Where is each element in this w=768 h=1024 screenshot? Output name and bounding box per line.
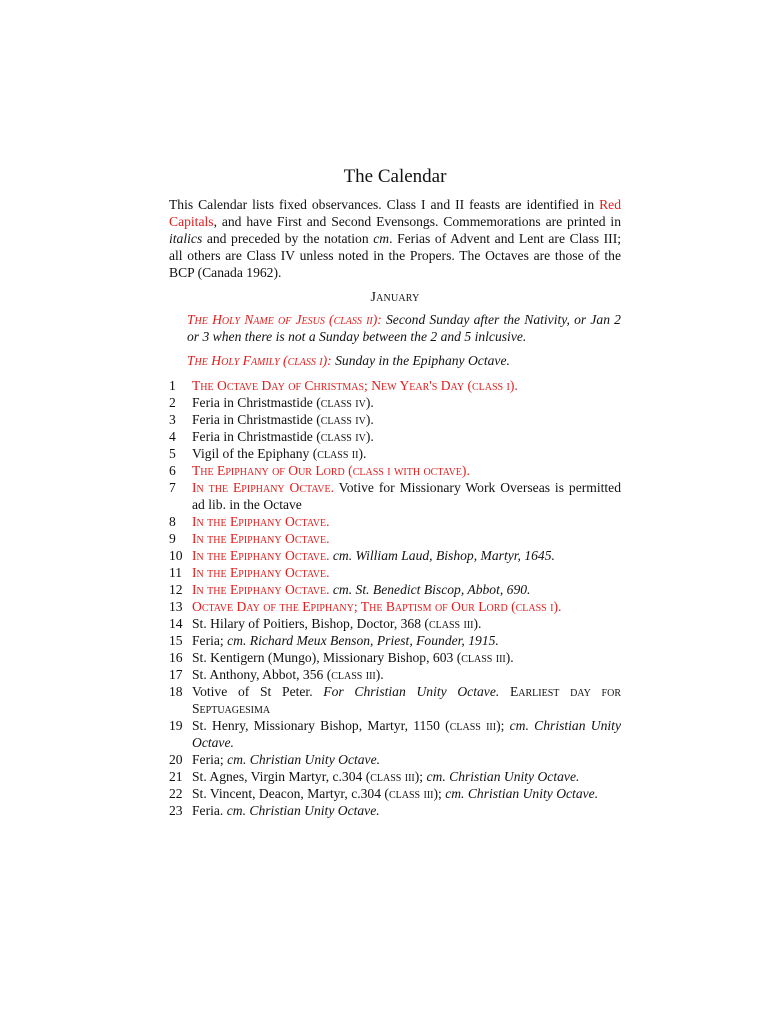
entry-plain: St. Vincent, Deacon, Martyr, c.304 (: [192, 786, 389, 801]
entry-plain: St. Anthony, Abbot, 356 (: [192, 667, 332, 682]
entry-text: [192, 530, 621, 547]
entry-day: 5: [169, 446, 176, 461]
entry-red-feast: In the Epiphany Octave.: [192, 531, 330, 546]
calendar-entry: [169, 649, 621, 666]
entry-plain: Feria in Christmastide (: [192, 429, 321, 444]
entry-commemoration: cm. Christian Unity Octave.: [423, 769, 580, 784]
entry-day: 22: [169, 786, 183, 801]
entry-day: 14: [169, 616, 183, 631]
page-title: The Calendar: [343, 166, 447, 187]
entry-day: 19: [169, 718, 183, 733]
entry-class: class iii: [388, 786, 434, 801]
entry-day: 20: [169, 752, 183, 767]
entry-day: 21: [169, 769, 183, 784]
entry-red-feast: In the Epiphany Octave.: [192, 548, 330, 563]
calendar-page: [169, 165, 621, 819]
calendar-entries: [169, 377, 621, 819]
entry-plain: Feria.: [192, 803, 224, 818]
calendar-entry: [169, 564, 621, 581]
entry-class: class iii: [449, 718, 497, 733]
entry-day: 7: [169, 480, 176, 495]
entry-plain-close: ).: [505, 650, 514, 665]
entry-plain: St. Kentigern (Mungo), Missionary Bishop, 603 (: [192, 650, 462, 665]
intro-text-3: and preceded by the notation: [202, 231, 374, 246]
entry-plain: Feria;: [192, 752, 224, 767]
intro-cm: cm: [373, 231, 390, 246]
calendar-entry: [169, 632, 621, 649]
feast-description: Second Sunday after the Nativity, or Jan 2 or 3 when there is not a Sunday between the 2 and 5 inlcusive.: [187, 312, 621, 344]
entry-plain: Feria in Christmastide (: [192, 395, 321, 410]
entry-plain-close: ).: [365, 429, 374, 444]
entry-commemoration: cm. St. Benedict Biscop, Abbot, 690.: [329, 582, 531, 597]
moveable-feast: [187, 311, 621, 345]
intro-text-4: . Ferias of Advent and Lent are Class III; all others are Class IV unless noted in the Propers. The Octaves are those of the BCP (Canada 1962).: [169, 231, 621, 280]
entry-text: [192, 717, 621, 751]
feast-description: Sunday in the Epiphany Octave.: [331, 353, 510, 368]
entry-commemoration: cm. Richard Meux Benson, Priest, Founder, 1915.: [223, 633, 499, 648]
calendar-entry: [169, 445, 621, 462]
entry-commemoration: cm. Christian Unity Octave.: [223, 803, 380, 818]
calendar-entry: [169, 462, 621, 479]
entry-text: [192, 394, 621, 411]
entry-day: 23: [169, 803, 183, 818]
entry-class: class iv: [320, 395, 366, 410]
intro-paragraph: [169, 196, 621, 281]
entry-text: [192, 802, 621, 819]
calendar-entry: [169, 411, 621, 428]
entry-plain: Feria;: [192, 633, 224, 648]
entry-red-feast: Octave Day of the Epiphany; The Baptism of Our Lord (class i).: [192, 599, 562, 614]
entry-class: class iv: [320, 412, 366, 427]
calendar-entry: [169, 428, 621, 445]
feast-name: The Holy Family (class i):: [187, 353, 332, 368]
entry-plain-close: );: [414, 769, 424, 784]
entry-day: 18: [169, 684, 183, 699]
entry-day: 9: [169, 531, 176, 546]
feast-name: The Holy Name of Jesus (class ii):: [187, 312, 382, 327]
entry-plain-close: ).: [358, 446, 367, 461]
calendar-entry: [169, 513, 621, 530]
intro-italics: italics: [169, 231, 203, 246]
entry-day: 4: [169, 429, 176, 444]
entry-day: 16: [169, 650, 183, 665]
entry-day: 8: [169, 514, 176, 529]
entry-day: 11: [169, 565, 183, 580]
entry-text: [192, 649, 621, 666]
moveable-feast: [187, 352, 621, 369]
entry-commemoration: cm. William Laud, Bishop, Martyr, 1645.: [329, 548, 555, 563]
entry-plain-close: );: [496, 718, 505, 733]
entry-text: [192, 581, 621, 598]
calendar-entry: [169, 717, 621, 751]
entry-text: [192, 768, 621, 785]
entry-plain: Feria in Christmastide (: [192, 412, 321, 427]
calendar-entry: [169, 785, 621, 802]
calendar-entry: [169, 581, 621, 598]
entry-plain: St. Henry, Missionary Bishop, Martyr, 1150 (: [192, 718, 450, 733]
calendar-entry: [169, 666, 621, 683]
entry-commemoration: cm. Christian Unity Octave.: [192, 718, 621, 750]
entry-text: [192, 615, 621, 632]
entry-day: 1: [169, 378, 176, 393]
entry-class: class ii: [317, 446, 359, 461]
entry-plain: Vigil of the Epiphany (: [192, 446, 318, 461]
entry-day: 17: [169, 667, 183, 682]
entry-text: [192, 513, 621, 530]
intro-red-capitals: Red Capitals: [169, 197, 621, 229]
entry-text: [192, 411, 621, 428]
calendar-entry: [169, 683, 621, 717]
entry-text: [192, 428, 621, 445]
calendar-entry: [169, 530, 621, 547]
entry-text: [192, 666, 621, 683]
calendar-entry: [169, 751, 621, 768]
entry-day: 10: [169, 548, 183, 563]
calendar-entry: [169, 479, 621, 513]
entry-text: [192, 462, 621, 479]
calendar-entry: [169, 377, 621, 394]
entry-commemoration: cm. Christian Unity Octave.: [441, 786, 599, 801]
entry-red-feast: In the Epiphany Octave.: [192, 514, 330, 529]
calendar-entry: [169, 547, 621, 564]
entry-class: class iii: [428, 616, 474, 631]
entry-day: 3: [169, 412, 176, 427]
entry-text: [192, 683, 621, 717]
calendar-entry: [169, 598, 621, 615]
entry-text: [192, 632, 621, 649]
calendar-entry: [169, 802, 621, 819]
calendar-entry: [169, 615, 621, 632]
entry-red-feast: In the Epiphany Octave.: [192, 480, 335, 495]
entry-red-feast: In the Epiphany Octave.: [192, 582, 330, 597]
entry-plain: Votive of St Peter.: [192, 684, 313, 699]
entry-class: class iv: [320, 429, 366, 444]
entry-plain-close: ).: [473, 616, 482, 631]
entry-class: class iii: [461, 650, 506, 665]
entry-text: [192, 564, 621, 581]
entry-text: [192, 445, 621, 462]
entry-red-feast: The Epiphany of Our Lord (class i with octave).: [192, 463, 470, 478]
intro-text-2: , and have First and Second Evensongs. Commemorations are printed in: [213, 214, 621, 229]
entry-commemoration: For Christian Unity Octave.: [312, 684, 500, 699]
entry-text: [192, 785, 621, 802]
entry-red-feast: In the Epiphany Octave.: [192, 565, 330, 580]
entry-plain: St. Hilary of Poitiers, Bishop, Doctor, 368 (: [192, 616, 429, 631]
entry-day: 12: [169, 582, 183, 597]
entry-red-feast: The Octave Day of Christmas; New Year's Day (class i).: [192, 378, 518, 393]
month-heading: January: [370, 290, 420, 305]
entry-plain-close: ).: [365, 395, 374, 410]
calendar-entry: [169, 768, 621, 785]
intro-text-1: This Calendar lists fixed observances. Class I and II feasts are identified in: [169, 197, 600, 212]
entry-class: class iii: [370, 769, 415, 784]
entry-plain: St. Agnes, Virgin Martyr, c.304 (: [192, 769, 371, 784]
entry-plain-close: );: [433, 786, 442, 801]
calendar-entry: [169, 394, 621, 411]
entry-plain-close: ).: [365, 412, 374, 427]
entry-day: 2: [169, 395, 176, 410]
entry-text: [192, 751, 621, 768]
entry-text: [192, 547, 621, 564]
entry-day: 6: [169, 463, 176, 478]
entry-plain-close: ).: [375, 667, 384, 682]
entry-note: Earliest day for Septuagesima: [192, 684, 621, 716]
entry-class: class iii: [331, 667, 376, 682]
entry-text: [192, 598, 621, 615]
entry-text: [192, 377, 621, 394]
entry-day: 15: [169, 633, 183, 648]
entry-plain: Votive for Missionary Work Overseas is permitted ad lib. in the Octave: [192, 480, 621, 512]
entry-day: 13: [169, 599, 183, 614]
entry-text: [192, 479, 621, 513]
entry-commemoration: cm. Christian Unity Octave.: [223, 752, 381, 767]
